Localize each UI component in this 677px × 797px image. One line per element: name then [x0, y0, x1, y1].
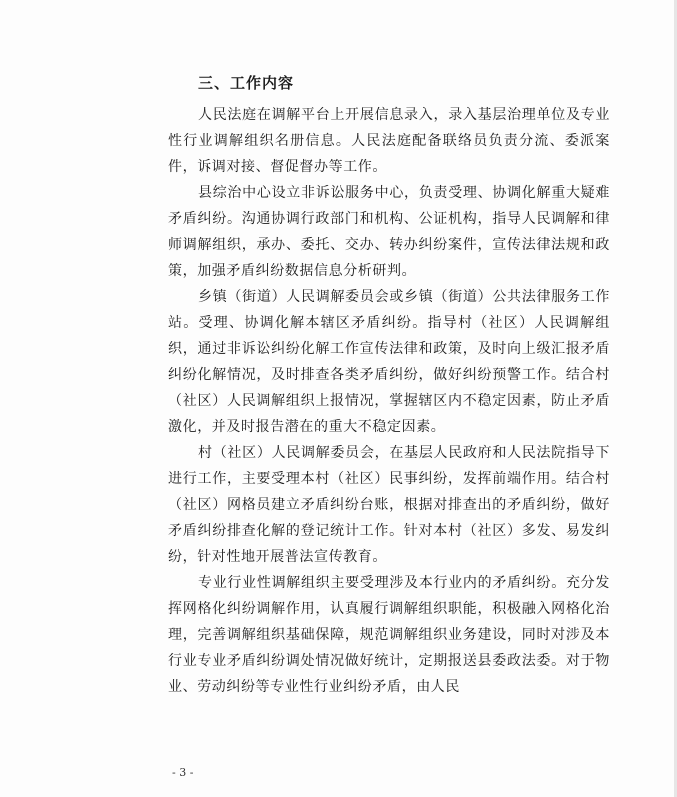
paragraph-4: 村（社区）人民调解委员会，在基层人民政府和人民法院指导下进行工作，主要受理本村（社区）民事纠纷，发挥前端作用。结合村（社区）网格员建立矛盾纠纷台账，根据对排查出的矛盾纠纷，做好矛盾纠纷排查化解的登记统计工作。针对本村（社区）多发、易发纠纷，针对性地开展普法宣传教育。 — [168, 445, 610, 565]
page-number: - 3 - — [172, 766, 194, 779]
section-content — [168, 68, 610, 700]
section-heading: 三、工作内容 — [198, 74, 295, 92]
paragraph-2: 县综治中心设立非诉讼服务中心，负责受理、协调化解重大疑难矛盾纠纷。沟通协调行政部门和机构、公证机构，指导人民调解和律师调解组织，承办、委托、交办、转办纠纷案件，宣传法律法规和政策，加强矛盾纠纷数据信息分析研判。 — [168, 185, 610, 279]
paragraph-3: 乡镇（街道）人民调解委员会或乡镇（街道）公共法律服务工作站。受理、协调化解本辖区矛盾纠纷。指导村（社区）人民调解组织，通过非诉讼纠纷化解工作宣传法律和政策，及时向上级汇报矛盾纠纷化解情况，及时排查各类矛盾纠纷，做好纠纷预警工作。结合村（社区）人民调解组织上报情况，掌握辖区内不稳定因素，防止矛盾激化，并及时报告潜在的重大不稳定因素。 — [168, 289, 610, 435]
paragraph-1: 人民法庭在调解平台上开展信息录入，录入基层治理单位及专业性行业调解组织名册信息。人民法庭配备联络员负责分流、委派案件，诉调对接、督促督办等工作。 — [168, 107, 610, 175]
paragraph-5: 专业行业性调解组织主要受理涉及本行业内的矛盾纠纷。充分发挥网格化纠纷调解作用，认真履行调解组织职能，积极融入网格化治理，完善调解组织基础保障，规范调解组织业务建设，同时对涉及本行业专业矛盾纠纷调处情况做好统计，定期报送县委政法委。对于物业、劳动纠纷等专业性行业纠纷矛盾，由人民 — [168, 575, 610, 695]
